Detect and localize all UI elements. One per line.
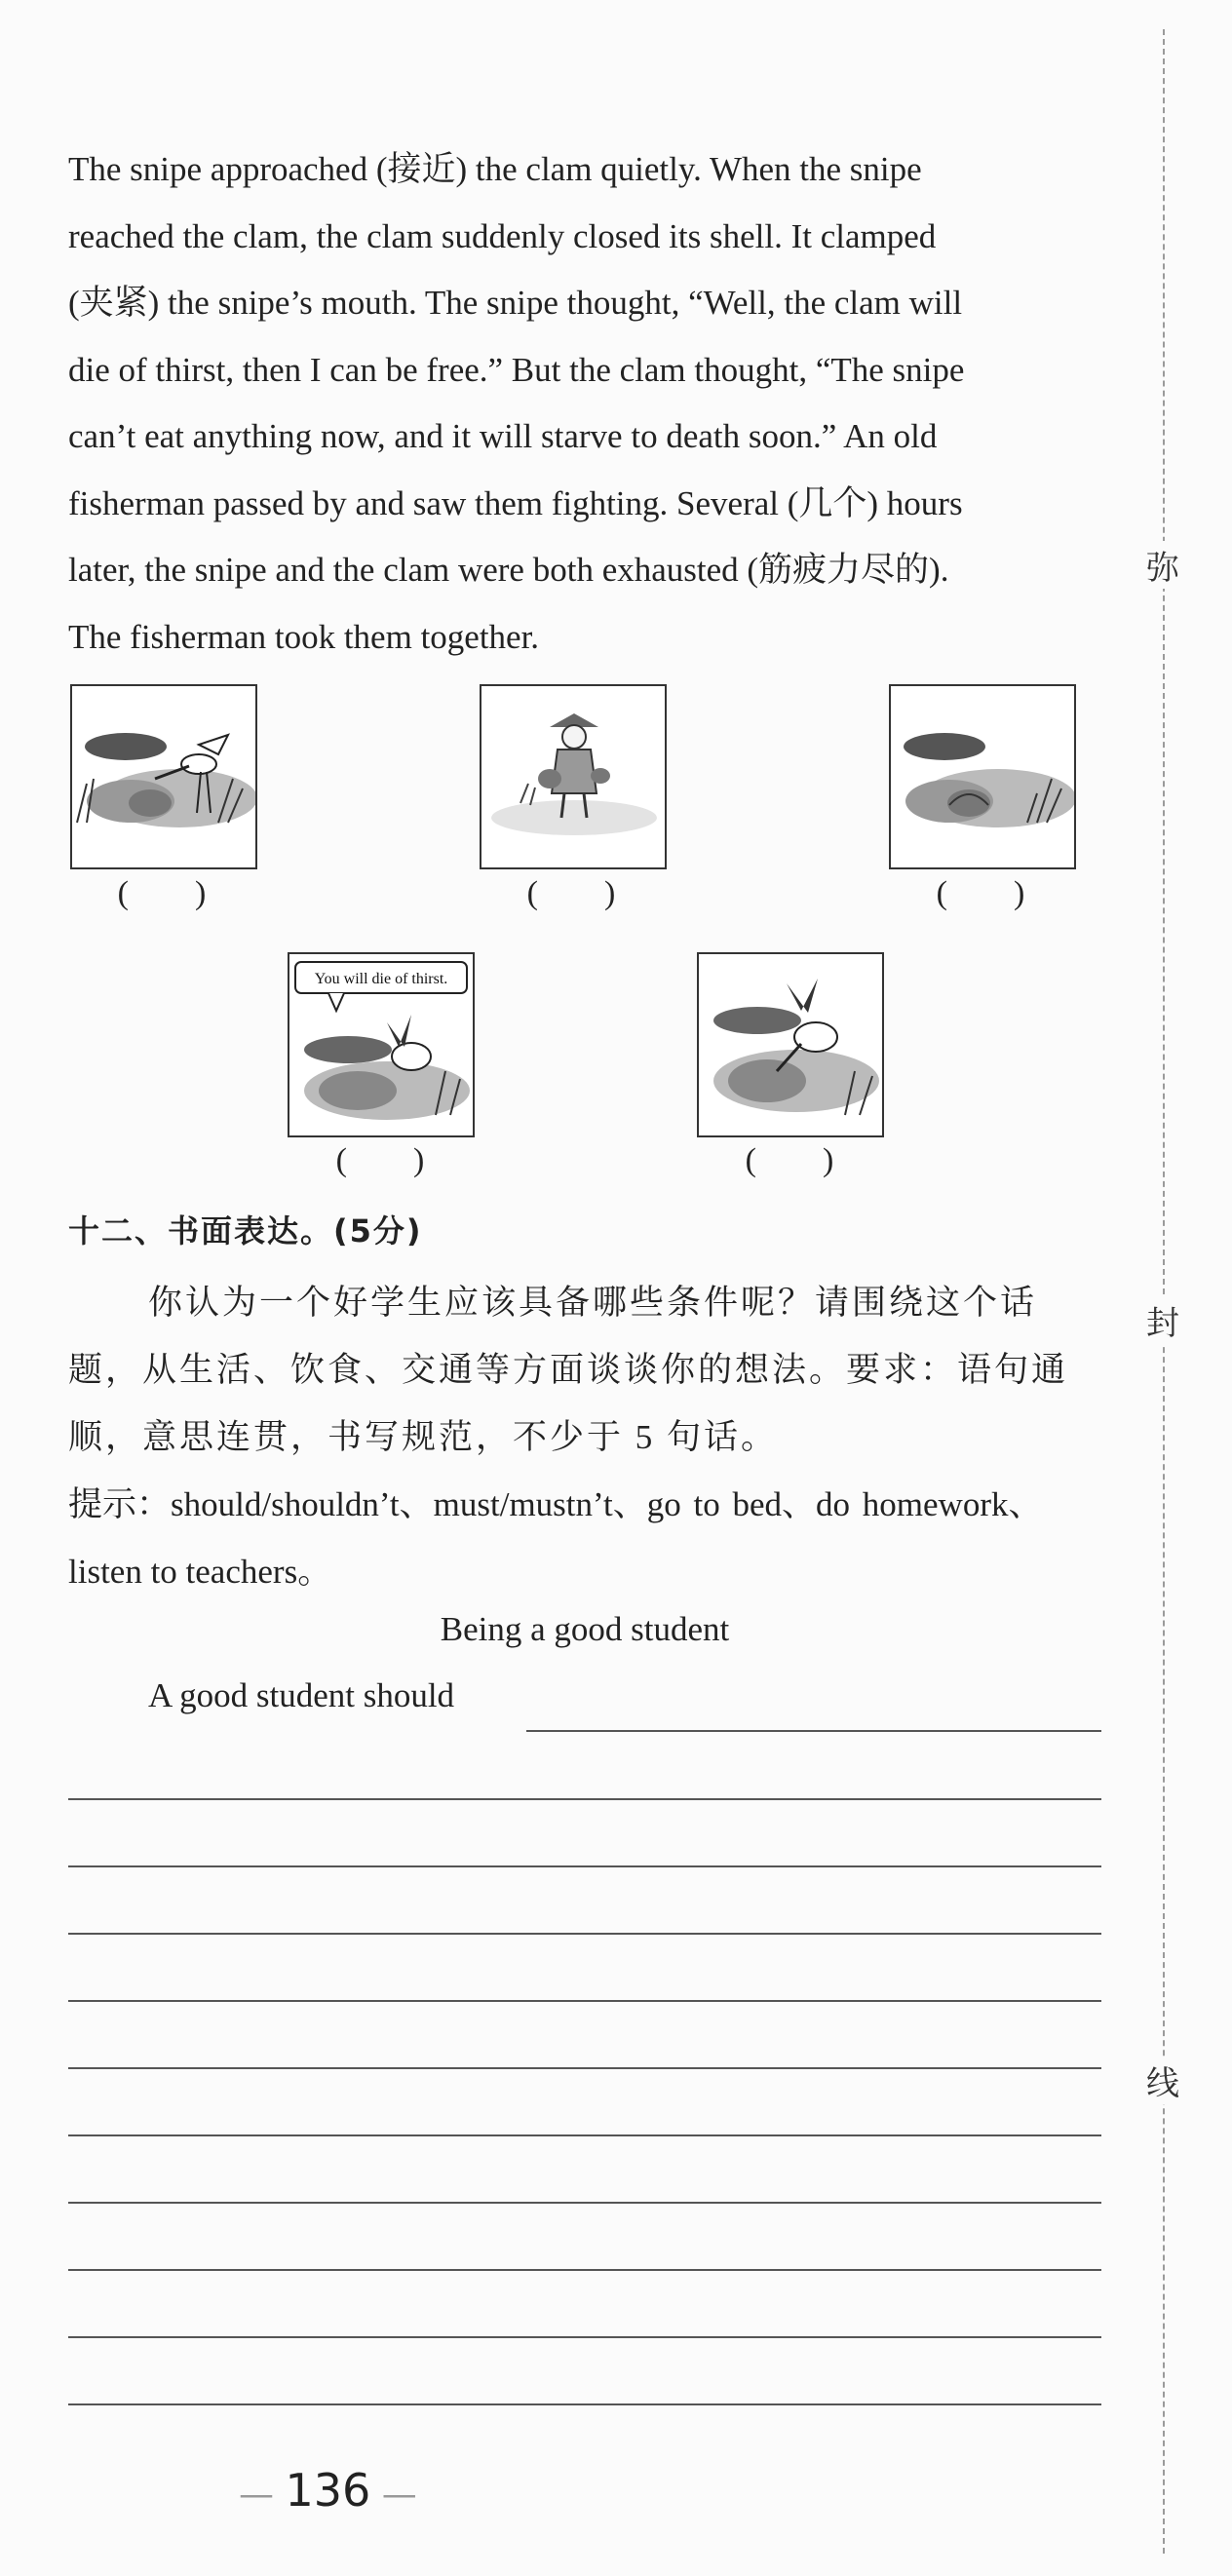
writing-line[interactable] (68, 2336, 1101, 2338)
essay-title-text: Being a good student (440, 1610, 730, 1648)
picture-fisherman (480, 684, 667, 869)
passage-line: reached the clam, the clam suddenly closed its shell. It clamped (68, 216, 937, 255)
writing-line[interactable] (68, 2134, 1101, 2136)
page-number-dash-left: — (239, 2475, 286, 2515)
answer-blank-2[interactable]: ( ) (526, 875, 616, 911)
writing-line[interactable] (68, 1865, 1101, 1867)
passage-line: The snipe approached (接近) the clam quietly. When the snipe (68, 150, 922, 188)
writing-line[interactable] (68, 2000, 1101, 2002)
picture-snipe-approaching (70, 684, 257, 869)
writing-line[interactable] (68, 2067, 1101, 2069)
writing-line[interactable] (68, 2403, 1101, 2405)
binding-char-xian: 线 (1138, 2057, 1187, 2104)
writing-line[interactable] (68, 1798, 1101, 1800)
section-12-instructions (68, 1269, 1111, 1605)
writing-line-first[interactable] (526, 1730, 1101, 1732)
passage-line: fisherman passed by and saw them fighting. Several (几个) hours (68, 483, 963, 522)
instruction-line: 你认为一个好学生应该具备哪些条件呢？请围绕这个话 (148, 1284, 1038, 1322)
answer-blank-4[interactable]: ( ) (335, 1142, 425, 1178)
passage-line: can’t eat anything now, and it will starve to death soon.” An old (68, 417, 938, 455)
binding-dashed-line (1163, 29, 1165, 2554)
instruction-line: 顺，意思连贯，书写规范，不少于 5 句话。 (68, 1418, 779, 1456)
passage-line: die of thirst, then I can be free.” But the clam thought, “The snipe (68, 350, 965, 389)
instruction-line: 题，从生活、饮食、交通等方面谈谈你的想法。要求：语句通 (68, 1351, 1069, 1389)
snipe-bubble-illustration (289, 954, 473, 1135)
passage-line: (夹紧) the snipe’s mouth. The snipe thought, “Well, the clam will (68, 284, 963, 322)
writing-line[interactable] (68, 2202, 1101, 2204)
binding-char-feng: 封 (1138, 1296, 1187, 1344)
writing-line[interactable] (68, 1933, 1101, 1935)
reading-passage (68, 136, 1111, 671)
answer-blank-1[interactable]: ( ) (117, 875, 207, 911)
bubble-text: You will die of thirst. (314, 971, 448, 987)
picture-speech-bubble (288, 952, 475, 1137)
passage-line: The fisherman took them together. (68, 617, 540, 656)
page-number-dash-right: — (370, 2475, 417, 2515)
hint-line: 提示：should/shouldn’t、must/mustn’t、go to bed、do homework、 (68, 1485, 1043, 1523)
hint-line: listen to teachers。 (68, 1553, 332, 1591)
page-number (239, 2464, 417, 2517)
passage-line: later, the snipe and the clam were both exhausted (筋疲力尽的). (68, 551, 949, 589)
picture-snipe-clamped (697, 952, 884, 1137)
essay-title (0, 1610, 1170, 1649)
snipe-clamped-illustration (699, 954, 882, 1135)
essay-starter: A good student should (148, 1676, 455, 1714)
snipe-approach-illustration (72, 686, 255, 867)
fisherman-illustration (481, 686, 665, 867)
picture-clam (889, 684, 1076, 869)
page-number-text: 136 (285, 2464, 371, 2517)
writing-line[interactable] (68, 2269, 1101, 2271)
answer-blank-5[interactable]: ( ) (745, 1142, 834, 1178)
answer-blank-3[interactable]: ( ) (936, 875, 1025, 911)
binding-char-mi: 弥 (1138, 541, 1187, 589)
clam-illustration (891, 686, 1074, 867)
section-12-title: 十二、书面表达。(5分) (68, 1212, 423, 1250)
